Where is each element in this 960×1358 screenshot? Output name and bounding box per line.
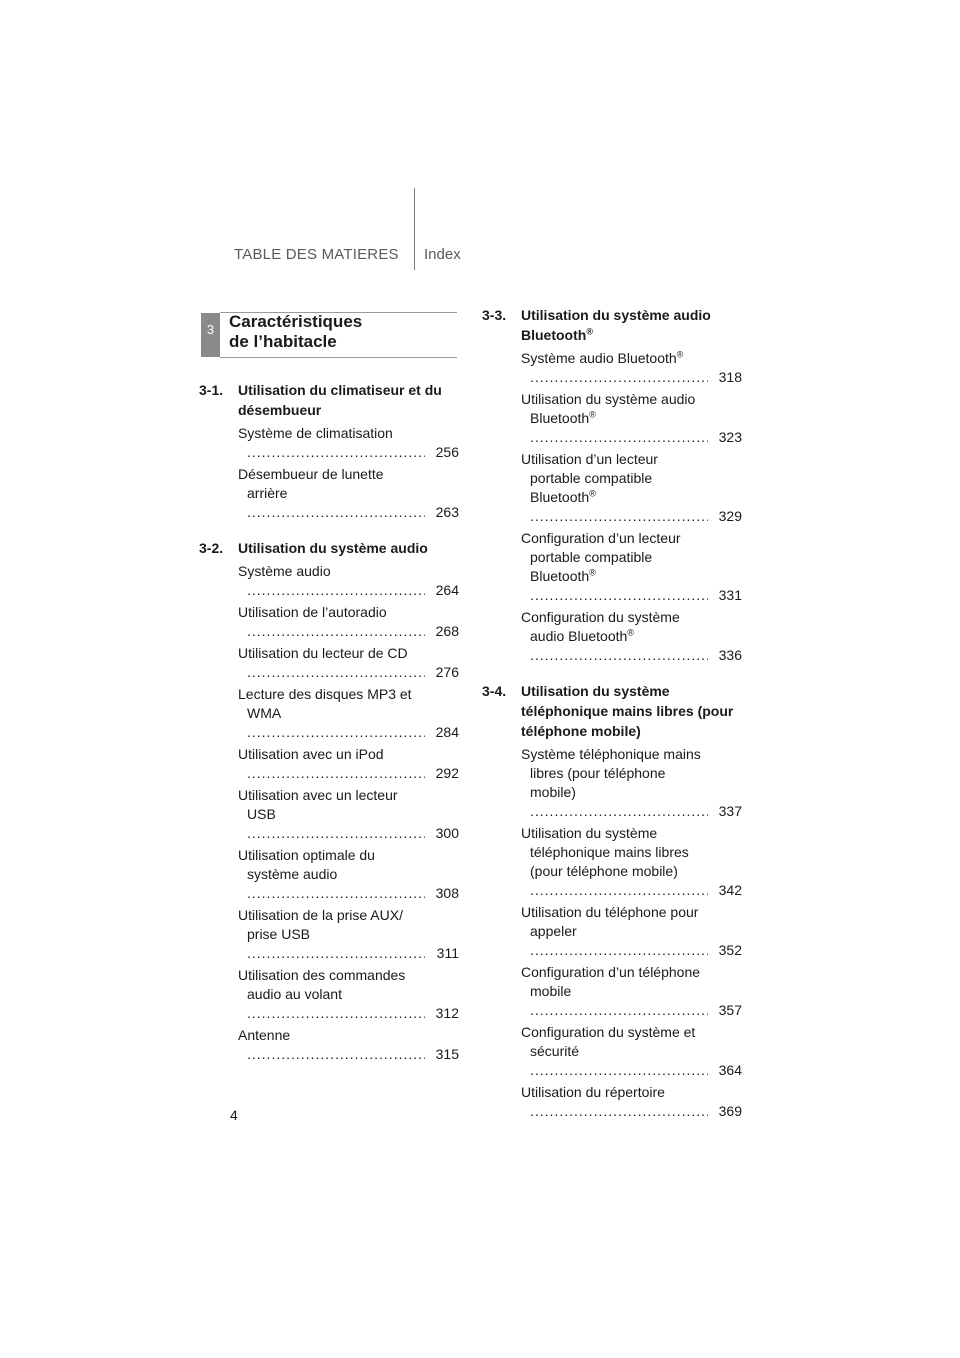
toc-entry-page: 352	[718, 942, 742, 958]
toc-group	[482, 681, 742, 1121]
toc-entry-title: Configuration d’un lecteur portable compatible Bluetooth® .....	[521, 529, 708, 605]
toc-group-number: 3-4.	[482, 683, 507, 699]
toc-entry[interactable]	[521, 824, 742, 900]
toc-entry-title: Système audio Bluetooth® .....	[521, 349, 708, 387]
toc-entry[interactable]	[238, 424, 459, 462]
toc-entry-page: 264	[435, 582, 459, 598]
section-title-line1: Caractéristiques	[229, 312, 363, 331]
toc-entry[interactable]	[521, 903, 742, 960]
toc-entry[interactable]	[238, 562, 459, 600]
toc-column-right	[482, 305, 742, 1137]
toc-entry-title: Lecture des disques MP3 et WMA .....	[238, 685, 425, 742]
toc-entry-title: Utilisation du répertoire .....	[521, 1083, 708, 1121]
toc-entry-title: Configuration du système audio Bluetooth® .....	[521, 608, 708, 665]
toc-group	[199, 538, 459, 1064]
toc-entry[interactable]	[521, 1023, 742, 1080]
toc-entry[interactable]	[521, 1083, 742, 1121]
toc-entry-page: 342	[718, 882, 742, 898]
toc-entry-page: 318	[718, 369, 742, 385]
toc-entry-page: 311	[436, 945, 459, 961]
toc-group-number: 3-1.	[199, 382, 224, 398]
toc-entry-page: 336	[718, 647, 742, 663]
toc-entry-page: 364	[718, 1062, 742, 1078]
toc-entry[interactable]	[521, 349, 742, 387]
toc-group-heading[interactable]	[199, 380, 459, 420]
toc-entry[interactable]	[521, 963, 742, 1020]
toc-entry[interactable]	[238, 465, 459, 522]
toc-group-title: Utilisation du système téléphonique mains libres (pour téléphone mobile)	[521, 683, 734, 739]
toc-entry-page: 315	[435, 1046, 459, 1062]
toc-entry-title: Système audio .....	[238, 562, 425, 600]
page-number: 4	[230, 1107, 238, 1123]
toc-entry-title: Configuration du système et sécurité .....	[521, 1023, 708, 1080]
toc-entry-title: Configuration d’un téléphone mobile .....	[521, 963, 708, 1020]
toc-entry[interactable]	[238, 786, 459, 843]
toc-entry-title: Utilisation avec un iPod .....	[238, 745, 425, 783]
toc-entry-title: Utilisation du système audio Bluetooth® .....	[521, 390, 708, 447]
toc-group-heading[interactable]	[482, 681, 742, 741]
toc-entry[interactable]	[521, 608, 742, 665]
toc-entry-title: Utilisation du lecteur de CD .....	[238, 644, 425, 682]
toc-entry[interactable]	[238, 603, 459, 641]
toc-entry-page: 331	[718, 587, 742, 603]
toc-entry-page: 323	[718, 429, 742, 445]
toc-entry[interactable]	[238, 644, 459, 682]
toc-entry-page: 337	[718, 803, 742, 819]
toc-entry[interactable]	[521, 529, 742, 605]
section-number: 3	[206, 322, 215, 337]
toc-entry-page: 292	[435, 765, 459, 781]
toc-entry[interactable]	[238, 906, 459, 963]
toc-entry-title: Système téléphonique mains libres (pour téléphone mobile) .....	[521, 745, 708, 821]
toc-entry-page: 276	[435, 664, 459, 680]
toc-group-heading[interactable]	[199, 538, 459, 558]
toc-entry[interactable]	[521, 450, 742, 526]
section-title	[229, 312, 362, 352]
toc-group-number: 3-2.	[199, 540, 224, 556]
toc-entry-title: Système de climatisation .....	[238, 424, 425, 462]
toc-entry-page: 357	[718, 1002, 742, 1018]
toc-entry-page: 263	[435, 504, 459, 520]
section-title-line2: de l’habitacle	[229, 332, 337, 351]
toc-group-number: 3-3.	[482, 307, 507, 323]
toc-entry-title: Antenne .....	[238, 1026, 425, 1064]
toc-entry-page: 268	[435, 623, 459, 639]
toc-group	[482, 305, 742, 665]
toc-entry[interactable]	[238, 966, 459, 1023]
toc-entry[interactable]	[238, 685, 459, 742]
toc-entry-title: Désembueur de lunette arrière .....	[238, 465, 425, 522]
toc-group-title: Utilisation du climatiseur et du désembueur	[238, 382, 442, 418]
toc-entry[interactable]	[238, 745, 459, 783]
toc-column-left	[199, 380, 459, 1080]
toc-entry-page: 284	[435, 724, 459, 740]
toc-group-title: Utilisation du système audio	[238, 540, 428, 556]
toc-entry-title: Utilisation de la prise AUX/ prise USB .....	[238, 906, 425, 963]
section-rule-bottom	[220, 357, 457, 358]
toc-entry[interactable]	[238, 846, 459, 903]
toc-group-heading[interactable]	[482, 305, 742, 345]
toc-entry-title: Utilisation du téléphone pour appeler .....	[521, 903, 708, 960]
toc-entry[interactable]	[521, 745, 742, 821]
toc-entry-title: Utilisation du système téléphonique mains libres (pour téléphone mobile) .....	[521, 824, 708, 900]
index-link[interactable]: Index	[424, 246, 461, 263]
toc-entry-page: 256	[435, 444, 459, 460]
toc-entry[interactable]	[238, 1026, 459, 1064]
toc-link[interactable]: TABLE DES MATIERES	[234, 246, 399, 263]
toc-entry-title: Utilisation d’un lecteur portable compatible Bluetooth® .....	[521, 450, 708, 526]
toc-entry-page: 369	[718, 1103, 742, 1119]
toc-entry-page: 308	[435, 885, 459, 901]
toc-group-title: Utilisation du système audio Bluetooth®	[521, 307, 711, 343]
toc-entry-page: 329	[718, 508, 742, 524]
toc-group	[199, 380, 459, 522]
toc-entry-title: Utilisation de l’autoradio .....	[238, 603, 425, 641]
toc-entry-page: 312	[435, 1005, 459, 1021]
toc-entry-page: 300	[435, 825, 459, 841]
toc-entry-title: Utilisation optimale du système audio .....	[238, 846, 425, 903]
toc-entry-title: Utilisation avec un lecteur USB .....	[238, 786, 425, 843]
toc-entry[interactable]	[521, 390, 742, 447]
nav-divider	[414, 188, 415, 270]
toc-entry-title: Utilisation des commandes audio au volant .....	[238, 966, 425, 1023]
